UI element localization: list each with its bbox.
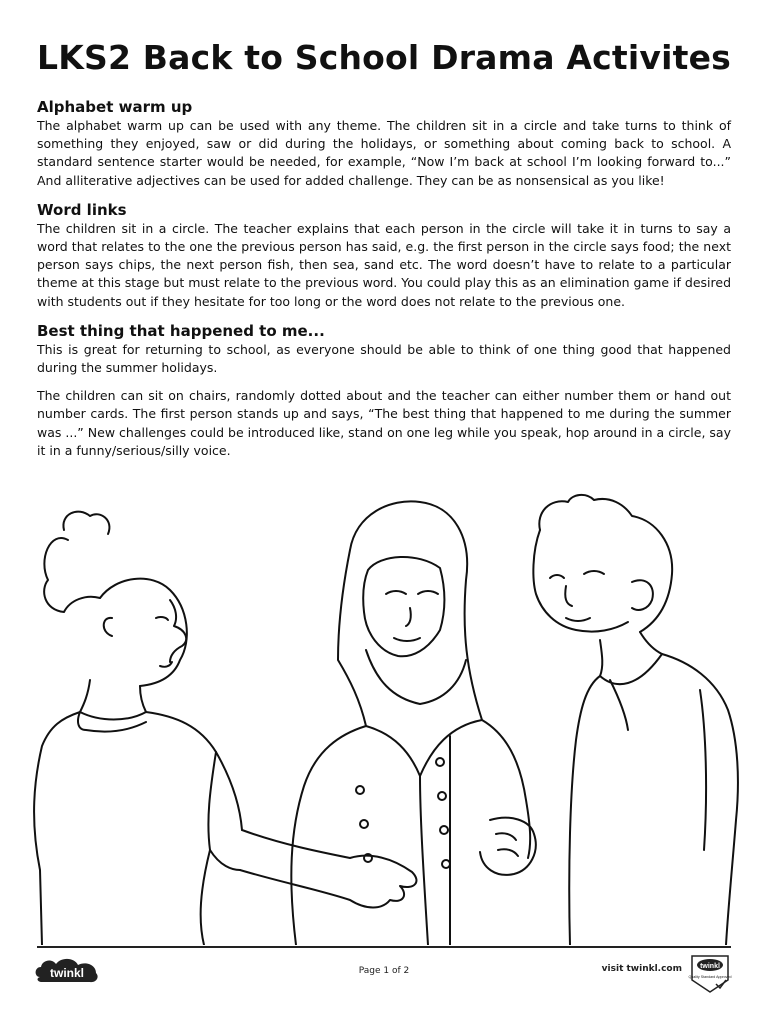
section-paragraph: The children can sit on chairs, randomly dotted about and the teacher can either number them or hand out number cards. The first person stands up and says, “The best thing that happened to me during the summer was ...” New challenges could be introduced like, stand on one leg while you speak, hop around in a circle, say it in a funny/serious/silly voice. <box>37 388 731 458</box>
footer-divider <box>37 946 731 948</box>
page-number: Page 1 of 2 <box>358 966 410 976</box>
section-paragraph: The alphabet warm up can be used with any theme. The children sit in a circle and take turns to think of something they enjoyed, saw or did during the holidays, or something about coming back to school. A standard sentence starter would be needed, for example, “Now I’m back at school I’m looking forward to...” And alliterative adjectives can be used for added challenge. They can be as nonsensical as you like! <box>37 118 731 188</box>
section-heading: Best thing that happened to me... <box>37 321 325 340</box>
boy-figure-right <box>533 495 738 945</box>
visit-link[interactable]: visit twinkl.com <box>601 964 682 974</box>
badge-text: twinkl <box>700 963 720 970</box>
quality-badge-icon <box>688 950 732 994</box>
main-content <box>37 97 731 460</box>
section-paragraph: This is great for returning to school, as everyone should be able to think of one thing good that happened during the summer holidays. <box>37 341 731 376</box>
children-illustration <box>20 490 748 945</box>
section-heading: Word links <box>37 200 127 219</box>
badge-caption: Quality Standard Approved <box>688 975 732 979</box>
section-best-thing <box>37 321 731 460</box>
section-alphabet-warm-up <box>37 97 731 190</box>
girl-figure-middle <box>291 501 535 945</box>
section-paragraph: The children sit in a circle. The teacher explains that each person in the circle will take it in turns to say a word that relates to the one the previous person has said, e.g. the first person in the circle says food; the next person says chips, the next person fish, then sea, sand etc. The word doesn’t have to relate to a particular theme at this stage but must relate to the previous word. You could play this as an elimination game if desired with students out if they hesitate for too long or the word does not relate to the previous one. <box>37 220 731 309</box>
logo-text: twinkl <box>49 966 85 980</box>
section-heading: Alphabet warm up <box>37 98 193 116</box>
section-word-links <box>37 200 731 311</box>
page-title: LKS2 Back to School Drama Activites <box>36 38 732 77</box>
